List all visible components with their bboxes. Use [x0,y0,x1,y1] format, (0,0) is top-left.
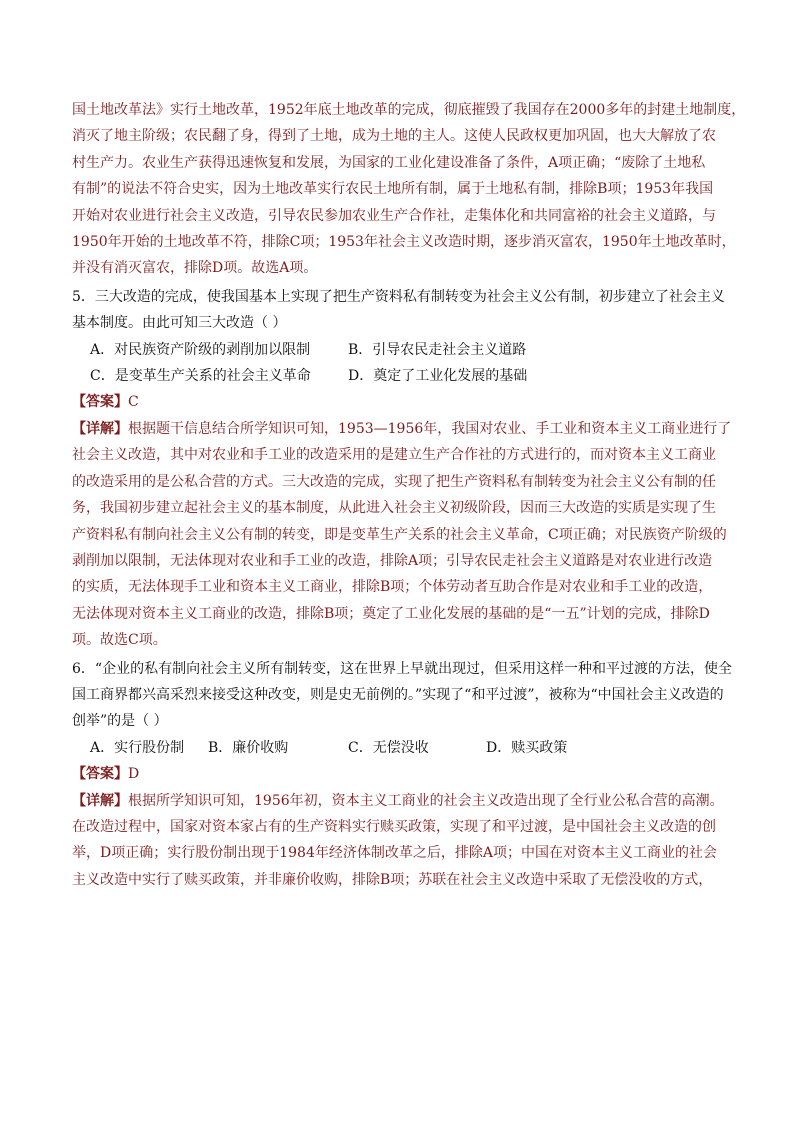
analysis-line: 无法体现对资本主义工商业的改造，排除B项；奠定了工业化发展的基础的是“一五”计划的完成，排除D [72,605,710,622]
option-c: C．是变革生产关系的社会主义革命 [90,368,311,385]
analysis-line: 国土地改革法》实行土地改革，1952年底土地改革的完成，彻底摧毁了我国存在2000多年的封建土地制度， [72,102,746,118]
analysis-line: 开始对农业进行社会主义改造，引导农民参加农业生产合作社，走集体化和共同富裕的社会主义道路，与 [72,207,716,224]
analysis-line: 有制”的说法不符合史实，因为土地改革实行农民土地所有制，属于土地私有制，排除B项；1953年我国 [72,181,714,198]
option-d: D．奠定了工业化发展的基础 [348,368,528,385]
question-stem-line: 6．“企业的私有制向社会主义所有制转变，这在世界上早就出现过，但采用这样一种和平过渡的方法，使全 [72,660,733,677]
answer-line [72,389,726,415]
analysis-line: 【详解】根据所学知识可知，1956年初，资本主义工商业的社会主义改造出现了全行业公私合营的高潮。 [72,792,724,809]
question-stem-line: 5．三大改造的完成，使我国基本上实现了把生产资料私有制转变为社会主义公有制，初步建立了社会主义 [72,288,725,305]
option-c: C．无偿没收 [348,739,429,756]
analysis-line: 的实质，无法体现手工业和资本主义工商业，排除B项；个体劳动者互助合作是对农业和手工业的改造， [72,579,713,596]
analysis-line: 产资料私有制向社会主义公有制的转变，即是变革生产关系的社会主义革命，C项正确；对民族资产阶级的 [72,526,727,543]
page-content [72,97,746,893]
option-d: D．赎买政策 [486,739,568,756]
analysis-line: 并没有消灭富农，排除D项。故选A项。 [72,260,318,277]
q4-analysis-continued [72,97,746,282]
question-stem-line: 创举”的是（ ） [72,713,168,730]
option-b: B．廉价收购 [208,739,289,756]
answer-value: D [128,766,140,783]
options-row [72,735,726,761]
analysis-line: 1950年开始的土地改革不符，排除C项；1953年社会主义改造时期，逐步消灭富农，1950年土地改革时， [72,234,736,251]
option-a: A．实行股份制 [90,739,185,756]
analysis-line: 消灭了地主阶级；农民翻了身，得到了土地，成为土地的主人。这使人民政权更加巩固，也大大解放了农 [72,128,716,145]
analysis-label: 【详解】 [72,420,128,437]
analysis-line: 的改造采用的是公私合营的方式。三大改造的完成，实现了把生产资料私有制转变为社会主义公有制的任 [72,473,716,490]
analysis-label: 【详解】 [72,792,128,809]
answer-label: 【答案】 [72,766,128,783]
analysis-line: 项。故选C项。 [72,632,167,649]
answer-label: 【答案】 [72,394,128,411]
analysis-line: 村生产力。农业生产获得迅速恢复和发展，为国家的工业化建设准备了条件，A项正确；“废除了土地私 [72,154,706,171]
question-stem-line: 国工商界都兴高采烈来接受这种改变，则是史无前例的。”实现了“和平过渡”，被称为“中国社会主义改造的 [72,686,724,703]
analysis-line: 【详解】根据题干信息结合所学知识可知，1953—1956年，我国对农业、手工业和资本主义工商业进行了 [72,420,732,437]
option-a: A．对民族资产阶级的剥削加以限制 [90,341,311,358]
question-stem-line: 基本制度。由此可知三大改造（ ） [72,315,287,332]
options-row [72,337,726,363]
analysis-line: 社会主义改造，其中对农业和手工业的改造采用的是建立生产合作社的方式进行的，而对资本主义工商业 [72,447,716,464]
analysis-line: 在改造过程中，国家对资本家占有的生产资料实行赎买政策，实现了和平过渡，是中国社会主义改造的创 [72,818,716,835]
analysis-line: 举，D项正确；实行股份制出现于1984年经济体制改革之后，排除A项；中国在对资本主义工商业的社会 [72,845,717,862]
analysis-line: 主义改造中实行了赎买政策，并非廉价收购，排除B项；苏联在社会主义改造中采取了无偿没收的方式， [72,871,713,888]
question-5 [72,284,732,654]
answer-line [72,761,726,787]
option-b: B．引导农民走社会主义道路 [348,341,527,358]
analysis-line: 剥削加以限制，无法体现对农业和手工业的改造，排除A项；引导农民走社会主义道路是对农业进行改造 [72,552,713,569]
options-row [72,363,726,389]
analysis-line: 务，我国初步建立起社会主义的基本制度，从此进入社会主义初级阶段，因而三大改造的实质是实现了生 [72,500,716,517]
answer-value: C [128,394,139,411]
question-6 [72,656,733,894]
